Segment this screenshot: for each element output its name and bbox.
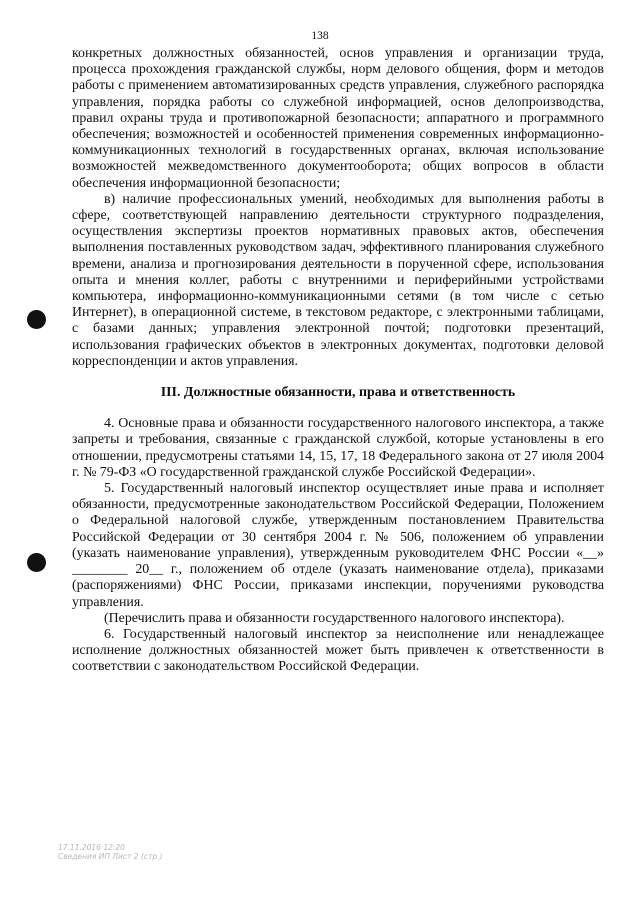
page-number: 138 (311, 30, 329, 42)
footer-line: 17.11.2016 12:20 (58, 843, 125, 852)
paragraph: в) наличие профессиональных умений, необходимых для выполнения работы в сфере, соответствующей направлению деятельности структурного подразделения, осуществления экспертизы проектов нормативных правовых актов, обеспечения выполнения поставленных руководством задач, эффективного планирования служебного времени, анализа и прогнозирования деятельности в порученной сфере, использования опыта и мнения коллег, работы с внутренними и периферийными устройствами компьютера, информационно-коммуникационными сетями (в том числе с сетью Интернет), в операционной системе, в текстовом редакторе, с электронными таблицами, с базами данных; управления электронной почтой; подготовки презентаций, использования графических объектов в электронных документах, подготовки деловой корреспонденции и актов управления. (72, 191, 604, 369)
footer-stamp (58, 843, 162, 861)
punch-hole (27, 310, 46, 329)
paragraph: 5. Государственный налоговый инспектор осуществляет иные права и исполняет обязанности, предусмотренные законодательством Российской Федерации, Положением о Федеральной налоговой службе, утвержденным постановлением Правительства Российской Федерации от 30 сентября 2004 г. № 506, положением об управлении (указать наименование управления), утвержденным руководителем ФНС России «__» ________ 20__ г., положением об отделе (указать наименование отдела), приказами (распоряжениями) ФНС России, приказами инспекции, поручениями руководства управления. (72, 481, 604, 610)
punch-hole (27, 553, 46, 572)
paragraph: конкретных должностных обязанностей, основ управления и организации труда, процесса прохождения гражданской службы, норм делового общения, форм и методов работы с применением автоматизированных средств управления, служебного распорядка управления, порядка работы со служебной информацией, основ делопроизводства, правил охраны труда и противопожарной безопасности; аппаратного и программного обеспечения; возможностей и особенностей применения современных информационно-коммуникационных технологий в государственных органах, включая использование возможностей межведомственного документооборота; общих вопросов в области обеспечения информационной безопасности; (72, 46, 604, 191)
paragraph: (Перечислить права и обязанности государственного налогового инспектора). (104, 610, 565, 626)
section-heading: III. Должностные обязанности, права и ответственность (160, 385, 516, 401)
paragraph: 6. Государственный налоговый инспектор за неисполнение или ненадлежащее исполнение должностных обязанностей может быть привлечен к ответственности в соответствии с законодательством Российской Федерации. (72, 626, 604, 675)
document-body (72, 46, 604, 676)
paragraph: 4. Основные права и обязанности государственного налогового инспектора, а также запреты и требования, связанные с гражданской службой, которые установлены в его отношении, предусмотрены статьями 14, 15, 17, 18 Федерального закона от 27 июля 2004 г. № 79-ФЗ «О государственной гражданской службе Российской Федерации». (72, 416, 604, 480)
footer-line: Сведения ИП Лист 2 (стр.) (58, 852, 163, 861)
